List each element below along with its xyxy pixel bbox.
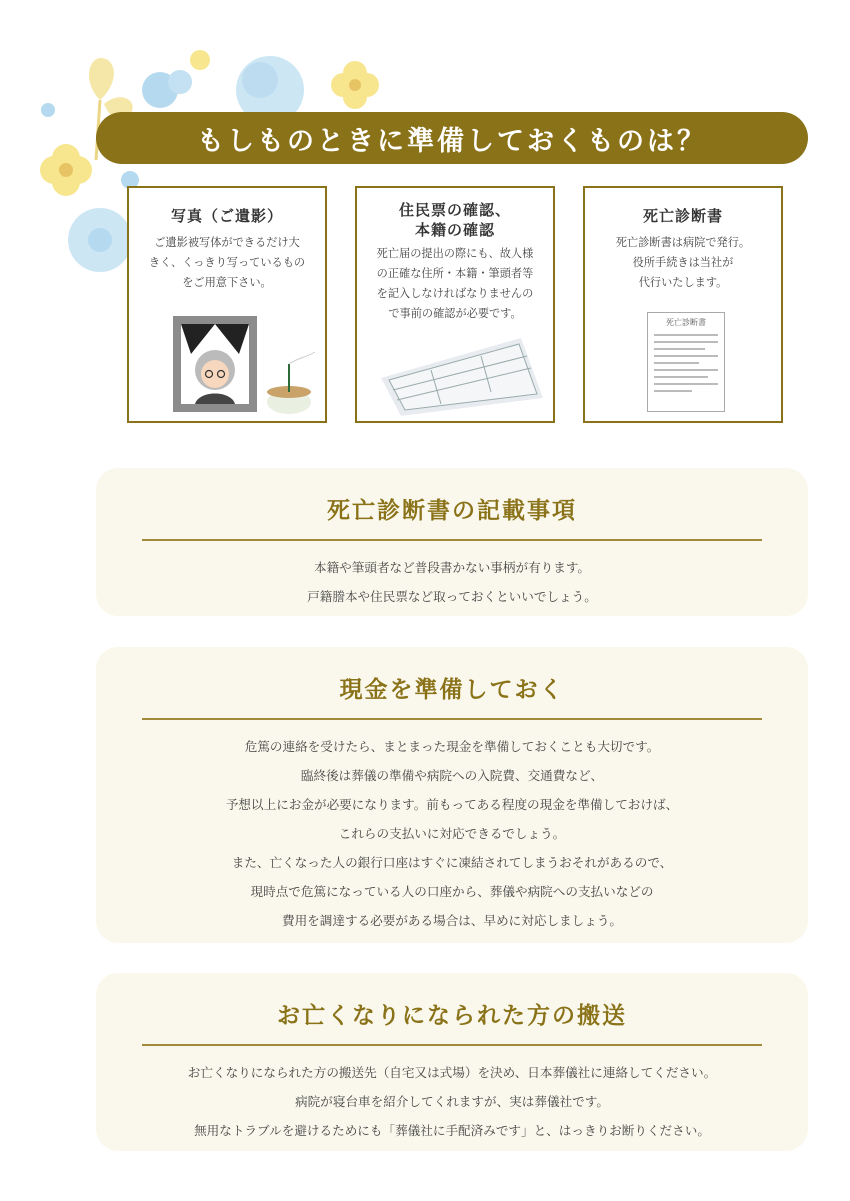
section-body — [96, 553, 808, 611]
card-text-line: きく、くっきり写っているもの — [148, 256, 306, 269]
card-title-line: 写真（ご遺影） — [170, 207, 283, 225]
card-resident-record — [355, 186, 555, 423]
card-text-line: ご遺影被写体ができるだけ大 — [154, 236, 300, 249]
card-title-line: 住民票の確認、 — [398, 201, 511, 219]
section-line: 予想以上にお金が必要になります。前もってある程度の現金を準備しておけば、 — [225, 797, 679, 812]
section-line: 現時点で危篤になっている人の口座から、葬儀や病院への支払いなどの — [250, 884, 654, 899]
card-text-line: 死亡診断書は病院で発行。 — [615, 236, 751, 249]
card-photo — [127, 186, 327, 423]
page-banner — [96, 112, 808, 164]
section-line: また、亡くなった人の銀行口座はすぐに凍結されてしまうおそれがあるので、 — [231, 855, 673, 870]
card-text-line: をご用意下さい。 — [182, 276, 272, 289]
section-body — [96, 732, 808, 935]
card-text-line: 代行いたします。 — [638, 276, 728, 289]
section-heading: 現金を準備しておく — [339, 677, 565, 703]
section-line: 病院が寝台車を紹介してくれますが、実は葬儀社です。 — [295, 1094, 609, 1109]
card-text — [357, 244, 553, 324]
card-title — [357, 200, 553, 240]
section-divider — [142, 1044, 762, 1046]
card-death-certificate — [583, 186, 783, 423]
section-divider — [142, 539, 762, 541]
section-heading: お亡くなりになられた方の搬送 — [277, 1003, 627, 1029]
card-text-line: の正確な住所・本籍・筆頭者等 — [376, 267, 534, 280]
banner-title: もしものときに準備しておくものは？ — [197, 125, 707, 157]
section-line: 費用を調達する必要がある場合は、早めに対応しましょう。 — [281, 913, 623, 928]
card-title — [129, 206, 325, 226]
section-line: 無用なトラブルを避けるためにも「葬儀社に手配済みです」と、はっきりお断りください。 — [194, 1123, 710, 1138]
death-certificate-document-icon — [647, 312, 725, 412]
section-line: お亡くなりになられた方の搬送先（自宅又は式場）を決め、日本葬儀社に連絡してください。 — [187, 1065, 717, 1080]
section-line: 臨終後は葬儀の準備や病院への入院費、交通費など、 — [300, 768, 604, 783]
section-divider — [142, 718, 762, 720]
section-line: 危篤の連絡を受けたら、まとまった現金を準備しておくことも大切です。 — [244, 739, 660, 754]
card-text-line: を記入しなければなりませんの — [376, 287, 534, 300]
card-title-line: 本籍の確認 — [414, 221, 495, 239]
section-death-certificate-items — [96, 468, 808, 616]
card-title — [585, 206, 781, 226]
card-title-line: 死亡診断書 — [642, 207, 723, 225]
card-text-line: で事前の確認が必要です。 — [388, 307, 522, 320]
document-label: 死亡診断書 — [666, 318, 706, 327]
card-text-line: 死亡届の提出の際にも、故人様 — [376, 247, 534, 260]
section-line: これらの支払いに対応できるでしょう。 — [338, 826, 566, 841]
section-line: 本籍や筆頭者など普段書かない事柄が有ります。 — [313, 560, 591, 575]
section-prepare-cash — [96, 647, 808, 943]
resident-record-document-image — [371, 338, 543, 416]
card-text — [585, 233, 781, 293]
section-transport — [96, 973, 808, 1151]
memorial-portrait-illustration — [171, 314, 321, 416]
section-line: 戸籍謄本や住民票など取っておくといいでしょう。 — [307, 589, 597, 604]
card-text-line: 役所手続きは当社が — [632, 256, 734, 269]
section-body — [96, 1058, 808, 1145]
card-text — [129, 233, 325, 293]
section-heading: 死亡診断書の記載事項 — [327, 498, 577, 524]
